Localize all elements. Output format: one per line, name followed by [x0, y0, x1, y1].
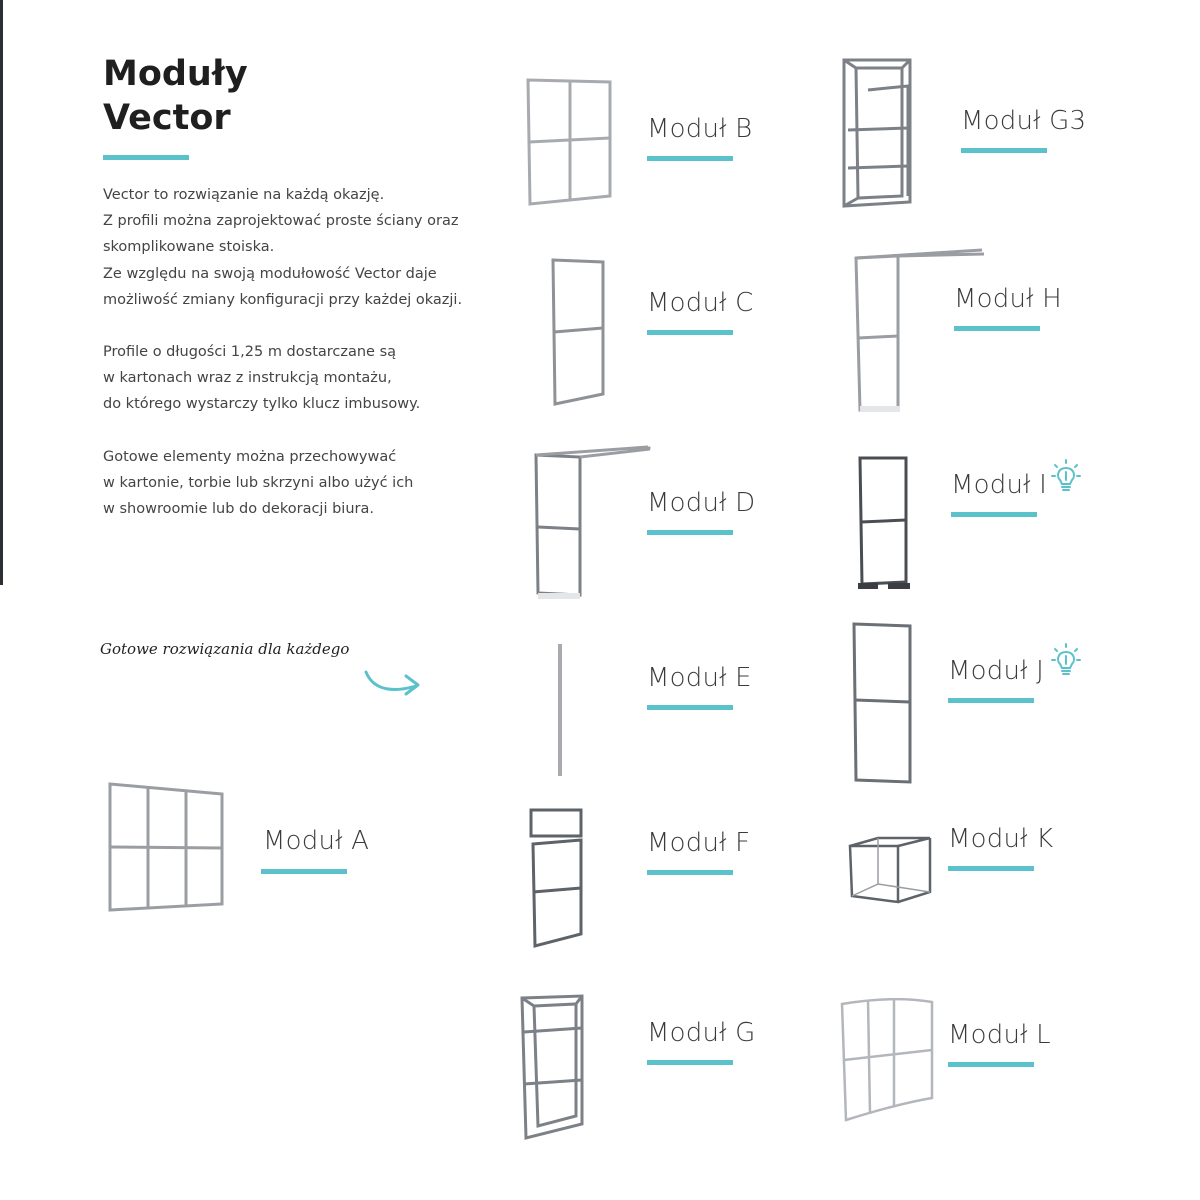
intro-line: do którego wystarczy tylko klucz imbusowy. [103, 396, 421, 413]
module-c-underline [647, 330, 733, 335]
module-i-illustration [852, 454, 914, 596]
intro-paragraph-2 [103, 339, 523, 418]
module-l-label: Moduł L [948, 1020, 1051, 1050]
module-k-underline [948, 866, 1034, 871]
module-g-illustration [516, 992, 590, 1142]
intro-line: możliwość zmiany konfiguracji przy każdej okazji. [103, 291, 463, 308]
module-b-illustration [524, 76, 616, 208]
module-e-underline [647, 705, 733, 710]
tagline: Gotowe rozwiązania dla każdego [100, 640, 350, 658]
page-title [103, 52, 248, 140]
lightbulb-icon [1050, 458, 1082, 494]
module-l-underline [948, 1062, 1034, 1067]
intro-line: w showroomie lub do dekoracji biura. [103, 501, 374, 518]
intro-text [103, 182, 523, 548]
module-j-label: Moduł J [948, 656, 1045, 686]
intro-line: w kartonie, torbie lub skrzyni albo użyć ich [103, 474, 414, 491]
lightbulb-icon [1050, 642, 1082, 678]
module-d-illustration [530, 443, 654, 605]
module-a-label: Moduł A [263, 826, 370, 856]
module-h-label: Moduł H [954, 284, 1062, 314]
module-i-label: Moduł I [951, 470, 1048, 500]
module-f-underline [647, 870, 733, 875]
module-h-illustration [848, 246, 988, 418]
module-d-label: Moduł D [647, 488, 756, 518]
module-g3-label: Moduł G3 [961, 106, 1087, 136]
module-l-illustration [838, 998, 938, 1124]
module-g3-underline [961, 148, 1047, 153]
page-edge-bar [0, 0, 3, 585]
title-line-2: Vector [103, 98, 231, 138]
module-c-illustration [549, 256, 607, 408]
module-b-underline [647, 156, 733, 161]
module-c-label: Moduł C [647, 288, 754, 318]
intro-line: Profile o długości 1,25 m dostarczane są [103, 344, 397, 361]
intro-paragraph-1 [103, 182, 523, 313]
module-b-label: Moduł B [647, 114, 753, 144]
intro-line: w kartonach wraz z instrukcją montażu, [103, 370, 392, 387]
module-d-underline [647, 530, 733, 535]
module-k-illustration [844, 834, 936, 910]
module-j-illustration [848, 620, 918, 788]
module-g-label: Moduł G [647, 1018, 756, 1048]
intro-line: Gotowe elementy można przechowywać [103, 448, 397, 465]
title-underline [103, 155, 189, 160]
module-a-underline [261, 869, 347, 874]
module-a-illustration [105, 780, 227, 916]
module-g3-illustration [838, 56, 918, 214]
module-e-label: Moduł E [647, 663, 752, 693]
intro-line: Z profili można zaprojektować proste ściany oraz [103, 213, 459, 230]
module-f-illustration [525, 806, 587, 950]
intro-line: Vector to rozwiązanie na każdą okazję. [103, 187, 385, 203]
curved-arrow-icon [360, 662, 430, 702]
title-line-1: Moduły [103, 54, 248, 94]
module-h-underline [954, 326, 1040, 331]
module-f-label: Moduł F [647, 828, 751, 858]
module-e-illustration [553, 642, 567, 778]
intro-paragraph-3 [103, 444, 523, 523]
intro-line: Ze względu na swoją modułowość Vector daje [103, 265, 437, 282]
module-g-underline [647, 1060, 733, 1065]
module-j-underline [948, 698, 1034, 703]
module-i-underline [951, 512, 1037, 517]
module-k-label: Moduł K [948, 824, 1054, 854]
intro-line: skomplikowane stoiska. [103, 239, 275, 256]
